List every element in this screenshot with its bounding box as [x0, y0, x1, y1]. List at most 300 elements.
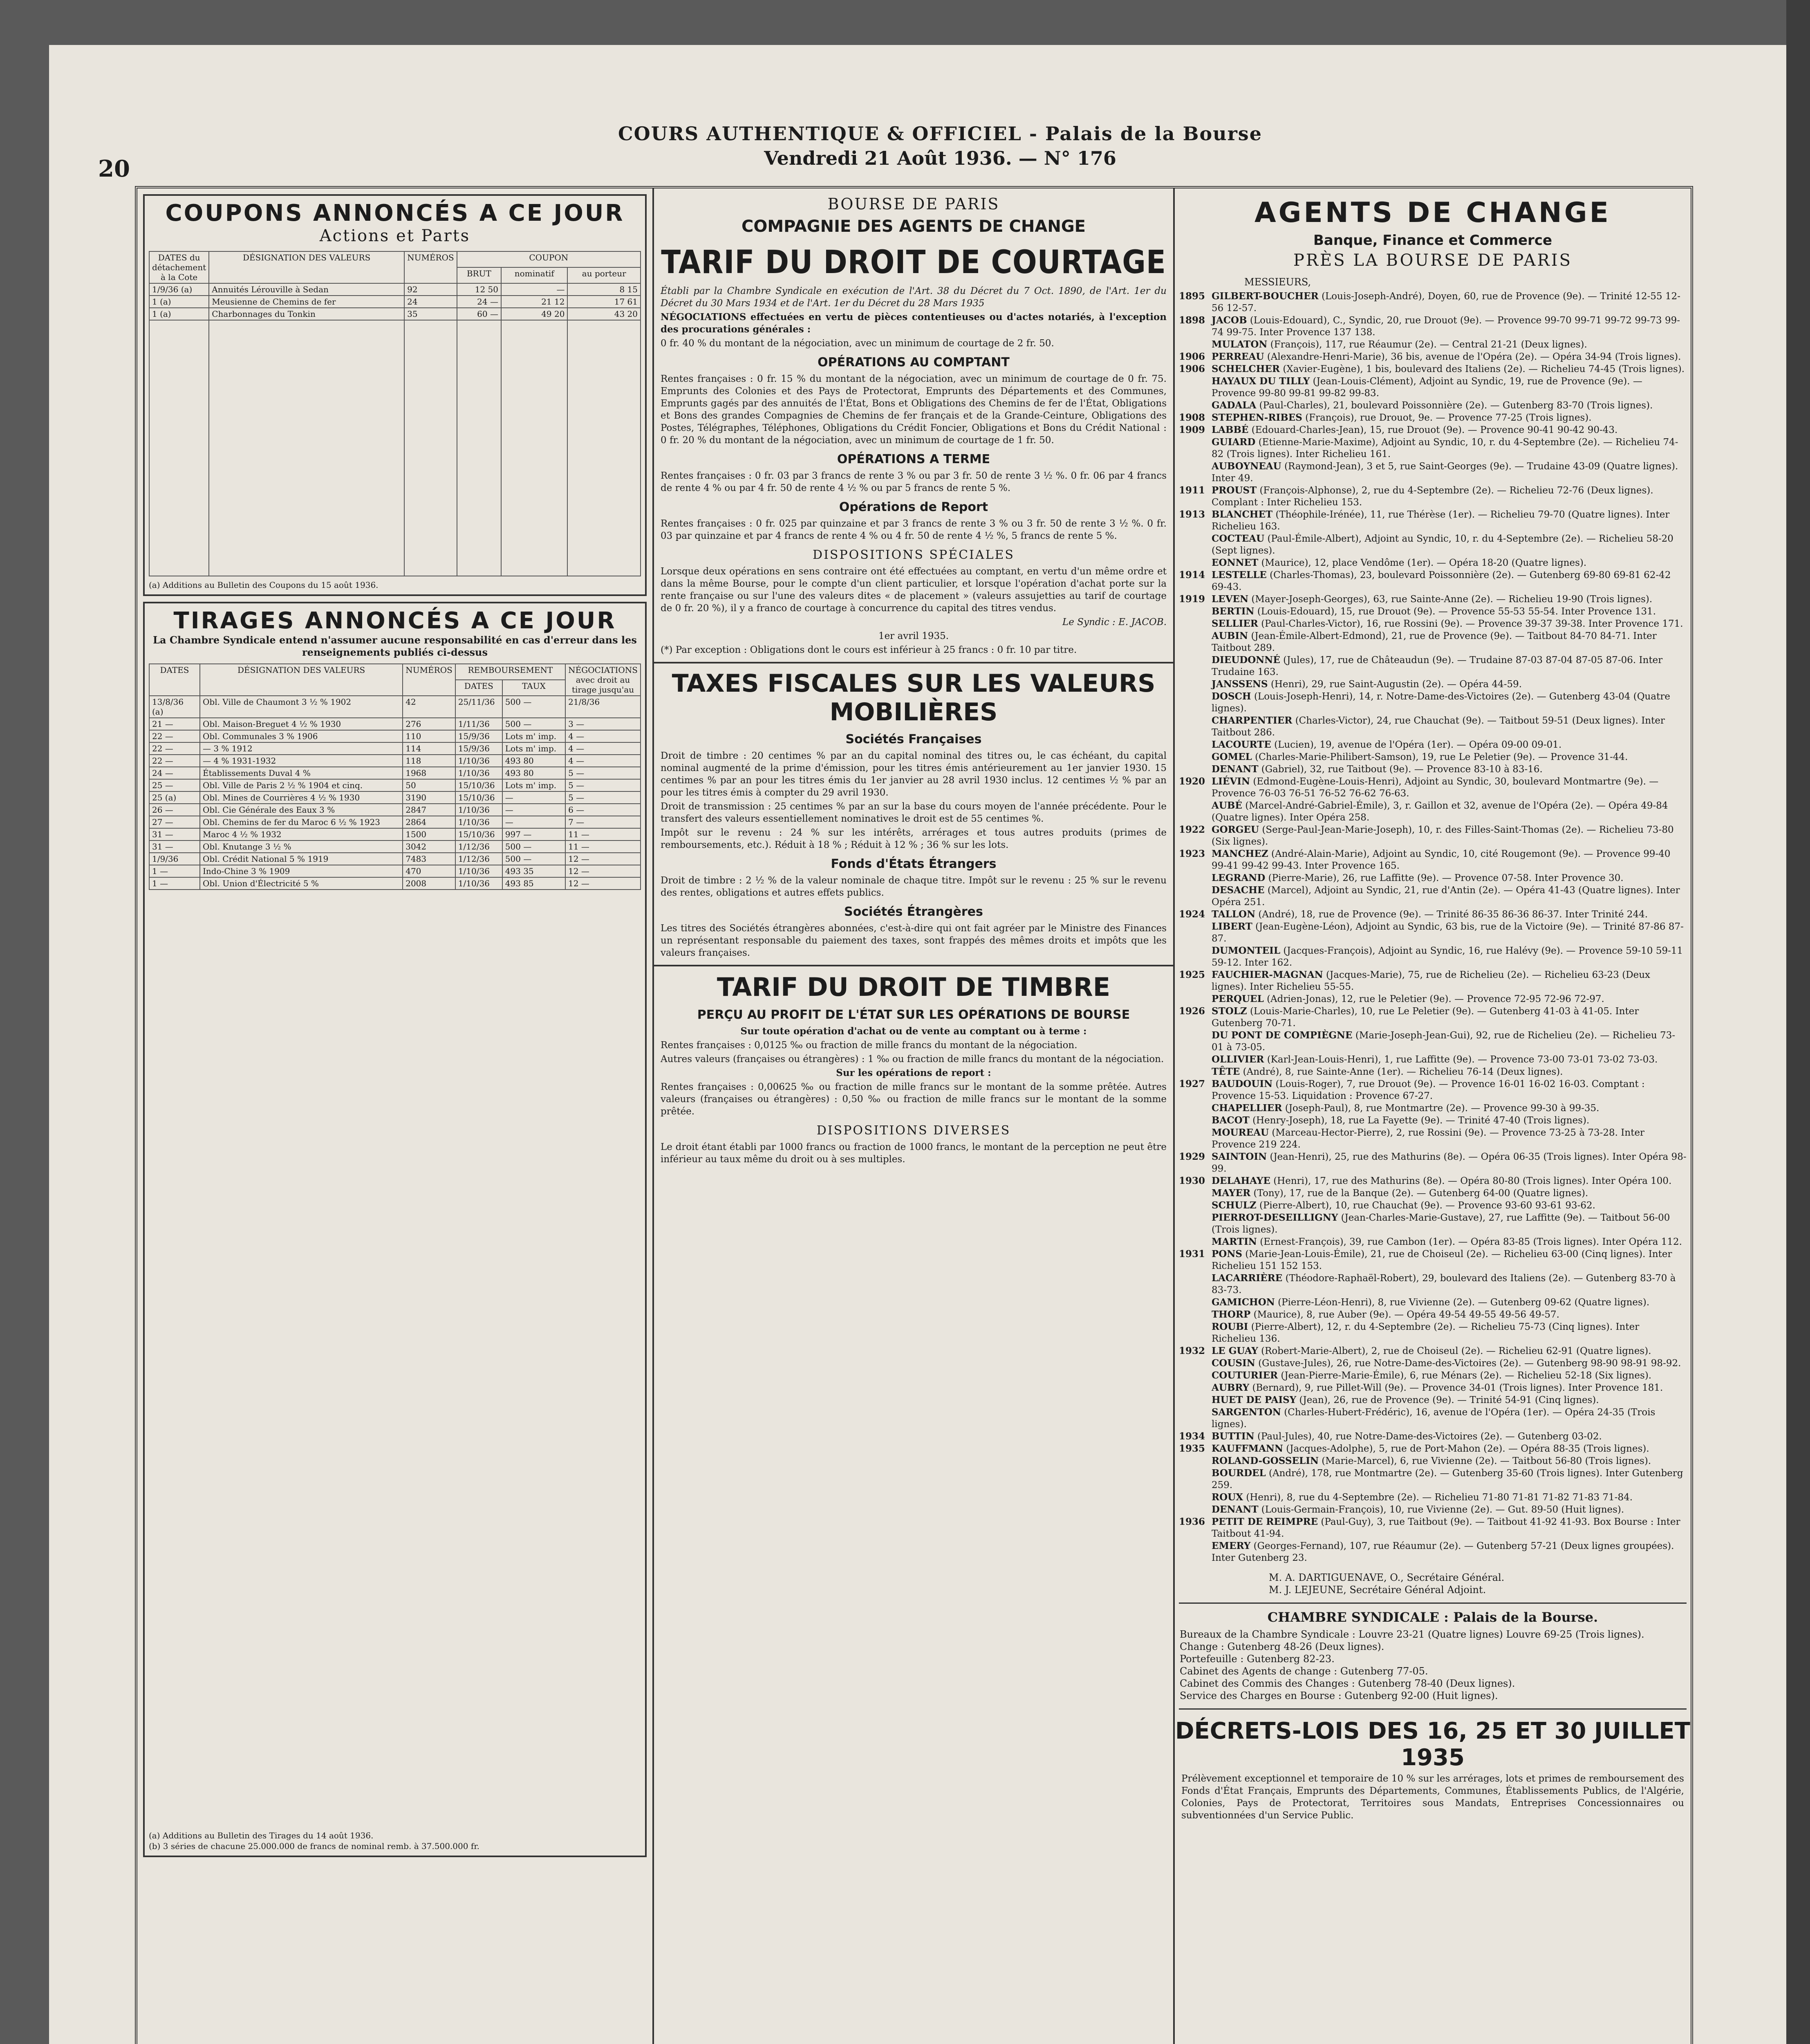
agent-name: BOURDEL [1212, 1468, 1266, 1479]
agent-text [1212, 1309, 1687, 1321]
agent-details: (Jules), 17, rue de Châteaudun (9e). — Trudaine 87-03 87-04 87-05 87-06. Inter Trudaine 163. [1212, 655, 1663, 677]
agent-year [1179, 678, 1212, 690]
agent-entry [1179, 1066, 1687, 1078]
agent-entry [1179, 290, 1687, 314]
table-row [149, 696, 641, 718]
agent-name: LEVEN [1212, 594, 1249, 605]
agent-year [1179, 375, 1212, 399]
agent-text [1212, 399, 1687, 412]
agent-details: (Marcel-André-Gabriel-Émile), 3, r. Gaillon et 32, avenue de l'Opéra (2e). — Opéra 49-84 (Quatre lignes). Inter Opéra 258. [1212, 800, 1668, 823]
agent-name: SCHELCHER [1212, 363, 1280, 374]
agent-details: (Ernest-François), 39, rue Cambon (1er). — Opéra 83-85 (Trois lignes). Inter Opéra 112. [1260, 1237, 1682, 1247]
cell-rdate: 1/11/36 [455, 718, 502, 730]
agent-details: (Louis-Marie-Charles), 10, rue Le Peletier (9e). — Gutenberg 41-03 à 41-05. Inter Gutenberg 70-71. [1212, 1006, 1639, 1029]
agent-year [1179, 1066, 1212, 1078]
agent-text [1212, 739, 1687, 751]
agent-year [1179, 1394, 1212, 1406]
agent-year: 1911 [1179, 485, 1205, 496]
cell-nego: 5 — [565, 791, 641, 804]
cell-name: Obl. Ville de Chaumont 3 ½ % 1902 [200, 696, 403, 718]
agent-entry [1179, 605, 1687, 618]
agent-text [1212, 605, 1687, 618]
cell-taux: Lots m' imp. [502, 742, 565, 755]
timbre-rentes: Rentes françaises : 0,0125 ‰ ou fraction de mille francs du montant de la négociation. [661, 1040, 1077, 1051]
agent-entry [1179, 533, 1687, 557]
agent-year [1179, 1357, 1212, 1369]
agent-name: GUIARD [1212, 437, 1256, 448]
agent-year [1179, 1114, 1212, 1127]
agent-year [1179, 1102, 1212, 1114]
cell-name: Indo-Chine 3 % 1909 [200, 865, 403, 877]
agent-details: (Xavier-Eugène), 1 bis, boulevard des Italiens (2e). — Richelieu 74-45 (Trois lignes). [1283, 364, 1685, 374]
cell-nego: 7 — [565, 816, 641, 828]
agent-name: HUET DE PAISY [1212, 1394, 1297, 1405]
agent-year [1179, 1467, 1212, 1491]
col-brut: BRUT [457, 267, 501, 283]
agent-text [1212, 1248, 1687, 1272]
agent-details: (Edouard-Charles-Jean), 15, rue Drouot (9e). — Provence 90-41 90-42 90-43. [1251, 425, 1618, 435]
cell-rdate: 1/10/36 [455, 755, 502, 767]
agent-entry [1179, 1443, 1687, 1455]
agent-details: (Jean-Louis-Clément), Adjoint au Syndic, 19, rue de Provence (9e). — Provence 99-80 99-81 99-82 99-83. [1212, 376, 1642, 399]
agent-details: (Serge-Paul-Jean-Marie-Joseph), 10, r. des Filles-Saint-Thomas (2e). — Richelieu 73-80 (Six lignes). [1212, 825, 1674, 847]
agent-text [1212, 1272, 1687, 1296]
cell-rdate: 15/10/36 [455, 779, 502, 791]
chambre-line: Change : Gutenberg 48-26 (Deux lignes). [1180, 1641, 1384, 1652]
courtage-footnote: (*) Par exception : Obligations dont le cours est inférieur à 25 francs : 0 fr. 10 par titre. [661, 645, 1077, 655]
cell-num: 2008 [403, 877, 455, 890]
agent-details: (Raymond-Jean), 3 et 5, rue Saint-Georges (9e). — Trudaine 43-09 (Quatre lignes). Inter 49. [1212, 461, 1678, 484]
agent-name: PETIT DE REIMPRE [1212, 1516, 1318, 1527]
agent-entry [1179, 314, 1687, 338]
agent-name: HAYAUX DU TILLY [1212, 376, 1310, 387]
agent-name: BUTTIN [1212, 1431, 1254, 1442]
agent-entry [1179, 593, 1687, 605]
timbre-report-title: Sur les opérations de report : [836, 1067, 991, 1078]
agent-entry [1179, 1102, 1687, 1114]
agent-entry [1179, 824, 1687, 848]
agent-text [1212, 1236, 1687, 1248]
agent-entry [1179, 654, 1687, 678]
coupons-box [143, 194, 647, 596]
agent-year: 1932 [1179, 1345, 1205, 1356]
agent-name: OLLIVIER [1212, 1054, 1264, 1065]
agent-entry [1179, 1369, 1687, 1382]
cell-name: Obl. Mines de Courrières 4 ½ % 1930 [200, 791, 403, 804]
col-porteur: au porteur [567, 267, 641, 283]
agent-name: DENANT [1212, 764, 1259, 775]
agent-entry [1179, 557, 1687, 569]
agent-year [1179, 1321, 1212, 1345]
diverses-text: Le droit étant établi par 1000 francs ou fraction de 1000 francs, le montant de la perception ne peut être inférieur au taux même du droit ou à ses multiples. [661, 1142, 1167, 1165]
agent-year: 1906 [1179, 363, 1205, 374]
agent-details: (Charles-Thomas), 23, boulevard Poissonnière (2e). — Gutenberg 69-80 69-81 62-42 69-43. [1212, 570, 1671, 592]
cell-rdate: 25/11/36 [455, 696, 502, 718]
agent-details: (Adrien-Jonas), 12, rue le Peletier (9e). — Provence 72-95 72-96 72-97. [1267, 994, 1604, 1004]
agent-year: 1936 [1179, 1516, 1205, 1527]
agent-entry [1179, 775, 1687, 800]
agent-entry [1179, 1321, 1687, 1345]
agent-details: (André-Alain-Marie), Adjoint au Syndic, 10, cité Rougemont (9e). — Provence 99-40 99-41 99-42 99-43. Inter Provence 165. [1212, 849, 1671, 871]
cell-name: Annuités Lérouville à Sedan [209, 283, 404, 296]
agent-entry [1179, 1187, 1687, 1199]
cell-rdate: 1/10/36 [455, 877, 502, 890]
agent-name: GADALA [1212, 400, 1257, 411]
timbre-subtitle: PERÇU AU PROFIT DE L'ÉTAT SUR LES OPÉRATIONS DE BOURSE [697, 1008, 1130, 1022]
agent-name: BACOT [1212, 1115, 1250, 1126]
table-row [149, 828, 641, 840]
agent-text [1212, 375, 1687, 399]
agent-year: 1931 [1179, 1248, 1205, 1260]
cell-date: 1/9/36 (a) [149, 283, 209, 296]
agent-details: (Louis-Joseph-Henri), 14, r. Notre-Dame-des-Victoires (2e). — Gutenberg 43-04 (Quatre lignes). [1212, 691, 1670, 714]
agent-year [1179, 618, 1212, 630]
agent-year [1179, 605, 1212, 618]
cell-date: 1 (a) [149, 308, 209, 320]
agent-entry [1179, 1394, 1687, 1406]
agent-name: LACOURTE [1212, 739, 1271, 750]
agent-details: (François-Alphonse), 2, rue du 4-Septembre (2e). — Richelieu 72-76 (Deux lignes). Complant : Inter Richelieu 153. [1212, 485, 1653, 508]
agent-details: (Pierre-Albert), 12, r. du 4-Septembre (2e). — Richelieu 75-73 (Cinq lignes). Inter Richelieu 136. [1212, 1322, 1640, 1344]
agent-year [1179, 1504, 1212, 1516]
agent-text [1212, 1504, 1687, 1516]
agent-year: 1919 [1179, 594, 1205, 605]
terme-text: Rentes françaises : 0 fr. 03 par 3 francs de rente 3 % ou par 3 fr. 50 de rente 3 ½ %. 0 fr. 06 par 4 francs de rente 4 % ou par 4 fr. 50 de rente 4 ½ % ou par 5 francs de rente 5 %. [661, 471, 1167, 493]
cell-rdate: 15/9/36 [455, 742, 502, 755]
agent-entry [1179, 884, 1687, 908]
cell-nego: 12 — [565, 853, 641, 865]
agent-entry [1179, 1175, 1687, 1187]
cell-num: 92 [404, 283, 457, 296]
page-header [531, 123, 1349, 169]
timbre-title: TARIF DU DROIT DE TIMBRE [717, 972, 1111, 1002]
agent-entry [1179, 751, 1687, 763]
agent-text [1212, 363, 1687, 375]
cell-num: 3190 [403, 791, 455, 804]
agent-details: (Jacques-Adolphe), 5, rue de Port-Mahon (2e). — Opéra 88-35 (Trois lignes). [1286, 1443, 1649, 1454]
agent-text [1212, 1382, 1687, 1394]
agent-year [1179, 1236, 1212, 1248]
cell-num: 2847 [403, 804, 455, 816]
agent-details: (André), 8, rue Sainte-Anne (1er). — Richelieu 76-14 (Deux lignes). [1243, 1067, 1563, 1077]
tirages-table [149, 663, 641, 890]
messieurs: MESSIEURS, [1244, 276, 1311, 288]
agent-name: MAYER [1212, 1188, 1251, 1199]
cell-nego: 4 — [565, 755, 641, 767]
col-dates: DATES du détachement à la Cote [149, 251, 209, 283]
agent-year [1179, 763, 1212, 775]
agent-details: (Théophile-Irénée), 11, rue Thérèse (1er). — Richelieu 79-70 (Quatre lignes). Inter Richelieu 163. [1212, 509, 1670, 532]
col-taux: TAUX [502, 680, 565, 696]
cell-date: 24 — [149, 767, 200, 779]
agent-name: DUMONTEIL [1212, 945, 1281, 956]
agent-details: (Marcel), Adjoint au Syndic, 21, rue d'Antin (2e). — Opéra 41-43 (Quatre lignes). Inter Opéra 251. [1212, 885, 1680, 908]
tirages-continuation [149, 890, 641, 1830]
col-rdates: DATES [455, 680, 502, 696]
cell-num: 7483 [403, 853, 455, 865]
cell-num: 1968 [403, 767, 455, 779]
agent-details: (Robert-Marie-Albert), 2, rue de Choiseul (2e). — Richelieu 62-91 (Quatre lignes). [1261, 1346, 1651, 1356]
cell-rdate: 1/12/36 [455, 853, 502, 865]
cell-name: Obl. Cie Générale des Eaux 3 % [200, 804, 403, 816]
agent-name: DELAHAYE [1212, 1175, 1270, 1186]
cell-name: Charbonnages du Tonkin [209, 308, 404, 320]
cell-date: 1 — [149, 877, 200, 890]
agent-name: DOSCH [1212, 691, 1251, 702]
droit-transmission: Droit de transmission : 25 centimes % par an sur la base du cours moyen de l'année précédente. Pour le transfert des valeurs essentiellement nominatives le droit est de 55 centimes %. [661, 801, 1167, 824]
tirages-subtitle: La Chambre Syndicale entend n'assumer aucune responsabilité en cas d'erreur dans les renseignements publiés ci-dessus [153, 634, 637, 658]
cell-taux: 493 80 [502, 755, 565, 767]
agent-text [1212, 884, 1687, 908]
agent-text [1212, 848, 1687, 872]
table-row [149, 791, 641, 804]
agent-year [1179, 399, 1212, 412]
agent-entry [1179, 412, 1687, 424]
agent-year [1179, 751, 1212, 763]
cell-date: 26 — [149, 804, 200, 816]
agent-text [1212, 533, 1687, 557]
agent-name: DIEUDONNÉ [1212, 654, 1280, 666]
agent-year [1179, 1296, 1212, 1309]
col-negociations: NÉGOCIATIONS avec droit au tirage jusqu'au [565, 664, 641, 696]
agent-text [1212, 715, 1687, 739]
cell-date: 1 (a) [149, 296, 209, 308]
table-row [149, 804, 641, 816]
agent-text [1212, 557, 1687, 569]
agent-year [1179, 690, 1212, 715]
agent-details: (Karl-Jean-Louis-Henri), 1, rue Laffitte (9e). — Provence 73-00 73-01 73-02 73-03. [1267, 1054, 1658, 1065]
agent-entry [1179, 1248, 1687, 1272]
agent-text [1212, 630, 1687, 654]
agent-details: (Pierre-Albert), 10, rue Chauchat (9e). — Provence 93-60 93-61 93-62. [1259, 1200, 1595, 1211]
agent-details: (Paul-Guy), 3, rue Taitbout (9e). — Taitbout 41-92 41-93. Box Bourse : Inter Taitbout 41-94. [1212, 1517, 1680, 1539]
table-row [149, 742, 641, 755]
agent-text [1212, 969, 1687, 993]
cell-date: 22 — [149, 742, 200, 755]
agent-details: (Lucien), 19, avenue de l'Opéra (1er). — Opéra 09-00 09-01. [1274, 740, 1562, 750]
agent-details: (Louis-Edouard), 15, rue Drouot (9e). — Provence 55-53 55-54. Inter Provence 131. [1257, 606, 1656, 617]
agent-details: (Mayer-Joseph-Georges), 63, rue Sainte-Anne (2e). — Richelieu 19-90 (Trois lignes). [1251, 594, 1653, 605]
cell-nominatif: — [501, 283, 567, 296]
table-row [149, 877, 641, 890]
agent-text [1212, 1078, 1687, 1102]
agent-name: MANCHEZ [1212, 848, 1268, 859]
agent-entry [1179, 1430, 1687, 1443]
agent-text [1212, 290, 1687, 314]
agent-entry [1179, 1199, 1687, 1212]
agent-entry [1179, 375, 1687, 399]
agent-year: 1925 [1179, 969, 1205, 980]
agent-text [1212, 1467, 1687, 1491]
col-remboursement: REMBOURSEMENT [455, 664, 565, 680]
table-row [149, 767, 641, 779]
agent-entry [1179, 630, 1687, 654]
coupons-subtitle: Actions et Parts [319, 226, 470, 245]
agent-details: (François), 117, rue Réaumur (2e). — Central 21-21 (Deux lignes). [1270, 339, 1587, 350]
column-right [1175, 188, 1691, 2044]
agent-year [1179, 1540, 1212, 1564]
agent-name: BAUDOUIN [1212, 1078, 1273, 1089]
cell-date: 13/8/36 (a) [149, 696, 200, 718]
agent-year [1179, 1187, 1212, 1199]
agent-details: (Tony), 17, rue de la Banque (2e). — Gutenberg 64-00 (Quatre lignes). [1253, 1188, 1588, 1199]
agent-text [1212, 824, 1687, 848]
cell-rdate: 15/9/36 [455, 730, 502, 742]
cell-date: 1/9/36 [149, 853, 200, 865]
agent-entry [1179, 678, 1687, 690]
agent-details: (André), 18, rue de Provence (9e). — Trinité 86-35 86-36 86-37. Inter Trinité 244. [1258, 909, 1648, 920]
col-numeros: NUMÉROS [404, 251, 457, 283]
agent-name: DESACHE [1212, 885, 1265, 896]
agent-name: COUTURIER [1212, 1370, 1278, 1381]
bourse-title: BOURSE DE PARIS [827, 195, 1000, 213]
cell-name: — 4 % 1931-1932 [200, 755, 403, 767]
agent-name: PROUST [1212, 485, 1257, 496]
chambre-line: Portefeuille : Gutenberg 82-23. [1180, 1653, 1335, 1665]
agent-entry [1179, 715, 1687, 739]
courtage-signature: Le Syndic : E. JACOB. [1062, 617, 1167, 628]
agent-entry [1179, 1029, 1687, 1053]
agent-entry [1179, 484, 1687, 509]
table-row [149, 308, 641, 320]
agent-text [1212, 1053, 1687, 1066]
cell-num: 35 [404, 308, 457, 320]
cell-name: Établissements Duval 4 % [200, 767, 403, 779]
agent-name: GOMEL [1212, 751, 1252, 762]
agent-name: ROUX [1212, 1492, 1243, 1503]
agent-text [1212, 1066, 1687, 1078]
chambre-line: Bureaux de la Chambre Syndicale : Louvre 23-21 (Quatre lignes) Louvre 69-25 (Trois lignes). [1180, 1629, 1644, 1640]
agent-details: (Maurice), 8, rue Auber (9e). — Opéra 49-54 49-55 49-56 49-57. [1253, 1309, 1559, 1320]
agent-text [1212, 751, 1687, 763]
agent-entry [1179, 763, 1687, 775]
agent-name: LACARRIÈRE [1212, 1273, 1283, 1284]
agent-name: SCHULZ [1212, 1200, 1257, 1211]
agent-text [1212, 1540, 1687, 1564]
agent-text [1212, 509, 1687, 533]
chambre-line: Cabinet des Agents de change : Gutenberg 77-05. [1180, 1665, 1428, 1677]
agent-details: (Paul-Charles-Victor), 16, rue Rossini (9e). — Provence 39-37 39-38. Inter Provence 171. [1261, 619, 1683, 629]
agent-entry [1179, 618, 1687, 630]
agent-details: (Edmond-Eugène-Louis-Henri), Adjoint au Syndic, 30, boulevard Montmartre (9e). — Provence 76-03 76-51 76-52 76-62 76-63. [1212, 776, 1659, 799]
secretaire-adjoint: M. J. LEJEUNE, Secrétaire Général Adjoint. [1269, 1584, 1486, 1596]
agent-text [1212, 1443, 1687, 1455]
cell-nego: 4 — [565, 742, 641, 755]
agent-details: (Charles-Hubert-Frédéric), 16, avenue de l'Opéra (1er). — Opéra 24-35 (Trois lignes). [1212, 1407, 1655, 1430]
agent-year: 1926 [1179, 1006, 1205, 1017]
agent-details: (Georges-Fernand), 107, rue Réaumur (2e). — Gutenberg 57-21 (Deux lignes groupées). Inter Gutenberg 23. [1212, 1541, 1674, 1563]
societes-etrangeres-text: Les titres des Sociétés étrangères abonnées, c'est-à-dire qui ont fait agréer par le Ministre des Finances un représentant responsable du paiement des taxes, sont frappés des mêmes droits et impôts que les valeurs françaises. [661, 923, 1167, 958]
agent-text [1212, 569, 1687, 593]
agent-text [1212, 1491, 1687, 1504]
agent-name: AUBRY [1212, 1382, 1250, 1393]
agent-entry [1179, 1357, 1687, 1369]
table-row [149, 283, 641, 296]
agent-entry [1179, 921, 1687, 945]
agent-text [1212, 1369, 1687, 1382]
cell-nego: 12 — [565, 877, 641, 890]
agent-year [1179, 1369, 1212, 1382]
taxes-title: TAXES FISCALES SUR LES VALEURS MOBILIÈRES [672, 669, 1156, 726]
agent-details: (Henri), 29, rue Saint-Augustin (2e). — Opéra 44-59. [1270, 679, 1522, 690]
cell-taux: — [502, 816, 565, 828]
cell-date: 22 — [149, 730, 200, 742]
agent-name: CHAPELLIER [1212, 1103, 1282, 1114]
cell-taux: 493 35 [502, 865, 565, 877]
cell-date: 1 — [149, 865, 200, 877]
agent-details: (Henri), 17, rue des Mathurins (8e). — Opéra 80-80 (Trois lignes). Inter Opéra 100. [1273, 1176, 1672, 1186]
agent-year: 1923 [1179, 848, 1205, 859]
timbre-report-text: Rentes françaises : 0,00625 ‰ ou fraction de mille francs sur le montant de la somme prêtée. Autres valeurs (françaises ou étrangères) : 0,50 ‰ ou fraction de mille francs sur le montant de la somme prêtée. [661, 1082, 1167, 1117]
agent-name: LEGRAND [1212, 872, 1266, 883]
agent-name: BLANCHET [1212, 509, 1273, 520]
decrets-text: Prélèvement exceptionnel et temporaire de 10 % sur les arrérages, lots et primes de remboursement des Fonds d'État Français, Emprunts des Départements, Communes, Établissements Publics, de l'Algérie, Colonies, Pays de Protectorat, Territoires sous Mandats, Entreprises Concessionnaires ou subventionnées d'un Service Public. [1181, 1773, 1684, 1821]
agent-entry [1179, 460, 1687, 484]
agent-text [1212, 993, 1687, 1005]
agent-text [1212, 1005, 1687, 1029]
agent-entry [1179, 569, 1687, 593]
cell-nominatif: 49 20 [501, 308, 567, 320]
cell-brut: 60 — [457, 308, 501, 320]
decrets-title: DÉCRETS-LOIS DES 16, 25 ET 30 JUILLET 1935 [1175, 1718, 1690, 1771]
agent-entry [1179, 1151, 1687, 1175]
table-row [149, 730, 641, 742]
agent-entry [1179, 848, 1687, 872]
agent-year: 1913 [1179, 509, 1205, 520]
cell-name: Obl. Crédit National 5 % 1919 [200, 853, 403, 865]
company-title: COMPAGNIE DES AGENTS DE CHANGE [741, 217, 1086, 236]
impot-revenu: Impôt sur le revenu : 24 % sur les intérêts, arrérages et tous autres produits (primes de remboursements, etc.). Réduit à 18 % ; Réduit à 12 % ; 36 % sur les lots. [661, 827, 1167, 850]
cell-name: Obl. Maison-Breguet 4 ½ % 1930 [200, 718, 403, 730]
agent-year: 1906 [1179, 351, 1205, 362]
report-text: Rentes françaises : 0 fr. 025 par quinzaine et par 3 francs de rente 3 % ou 3 fr. 50 de rente 3 ½ %. 0 fr. 03 par quinzaine et par 4 francs de rente 4 % ou 4 fr. 50 de rente 4 ½ %, 5 francs de rente 5 %. [661, 518, 1167, 541]
agent-details: (Jean-Henri), 25, rue des Mathurins (8e). — Opéra 06-35 (Trois lignes). Inter Opéra 98-99. [1212, 1152, 1687, 1174]
agent-text [1212, 1212, 1687, 1236]
agent-text [1212, 945, 1687, 969]
cell-nego: 12 — [565, 865, 641, 877]
agent-details: (Bernard), 9, rue Pillet-Will (9e). — Provence 34-01 (Trois lignes). Inter Provence 181. [1252, 1383, 1663, 1393]
cell-date: 22 — [149, 755, 200, 767]
agent-details: (Théodore-Raphaël-Robert), 29, boulevard des Italiens (2e). — Gutenberg 83-70 à 83-73. [1212, 1273, 1676, 1295]
tirages-note-b: (b) 3 séries de chacune 25.000.000 de francs de nominal remb. à 37.500.000 fr. [149, 1841, 479, 1851]
agent-name: AUBÉ [1212, 800, 1242, 811]
agent-name: SELLIER [1212, 618, 1258, 629]
agent-name: EMERY [1212, 1540, 1251, 1551]
agent-text [1212, 338, 1687, 351]
cell-date: 25 — [149, 779, 200, 791]
column-left [137, 188, 654, 2044]
cell-taux: Lots m' imp. [502, 779, 565, 791]
agent-year [1179, 1029, 1212, 1053]
cell-brut: 24 — [457, 296, 501, 308]
dispositions-title: DISPOSITIONS SPÉCIALES [813, 548, 1015, 562]
agent-details: (Marie-Jean-Louis-Émile), 21, rue de Choiseul (2e). — Richelieu 63-00 (Cinq lignes). Inter Richelieu 151 152 153. [1212, 1249, 1672, 1271]
cell-taux: Lots m' imp. [502, 730, 565, 742]
agent-year [1179, 1406, 1212, 1430]
col-designation: DÉSIGNATION DES VALEURS [209, 251, 404, 283]
agent-year [1179, 872, 1212, 884]
agent-entry [1179, 1078, 1687, 1102]
cell-brut: 12 50 [457, 283, 501, 296]
timbre-autres: Autres valeurs (françaises ou étrangères) : 1 ‰ ou fraction de mille francs du montant de la négociation. [661, 1054, 1164, 1065]
agent-entry [1179, 1127, 1687, 1151]
agent-entry [1179, 969, 1687, 993]
agent-details: (Marie-Joseph-Jean-Gui), 92, rue de Richelieu (2e). — Richelieu 73-01 à 73-05. [1212, 1030, 1676, 1053]
agent-text [1212, 424, 1687, 436]
nego-rate: 0 fr. 40 % du montant de la négociation, avec un minimum de courtage de 2 fr. 50. [661, 338, 1054, 349]
agent-name: CHARPENTIER [1212, 715, 1293, 726]
agent-year: 1895 [1179, 291, 1205, 302]
